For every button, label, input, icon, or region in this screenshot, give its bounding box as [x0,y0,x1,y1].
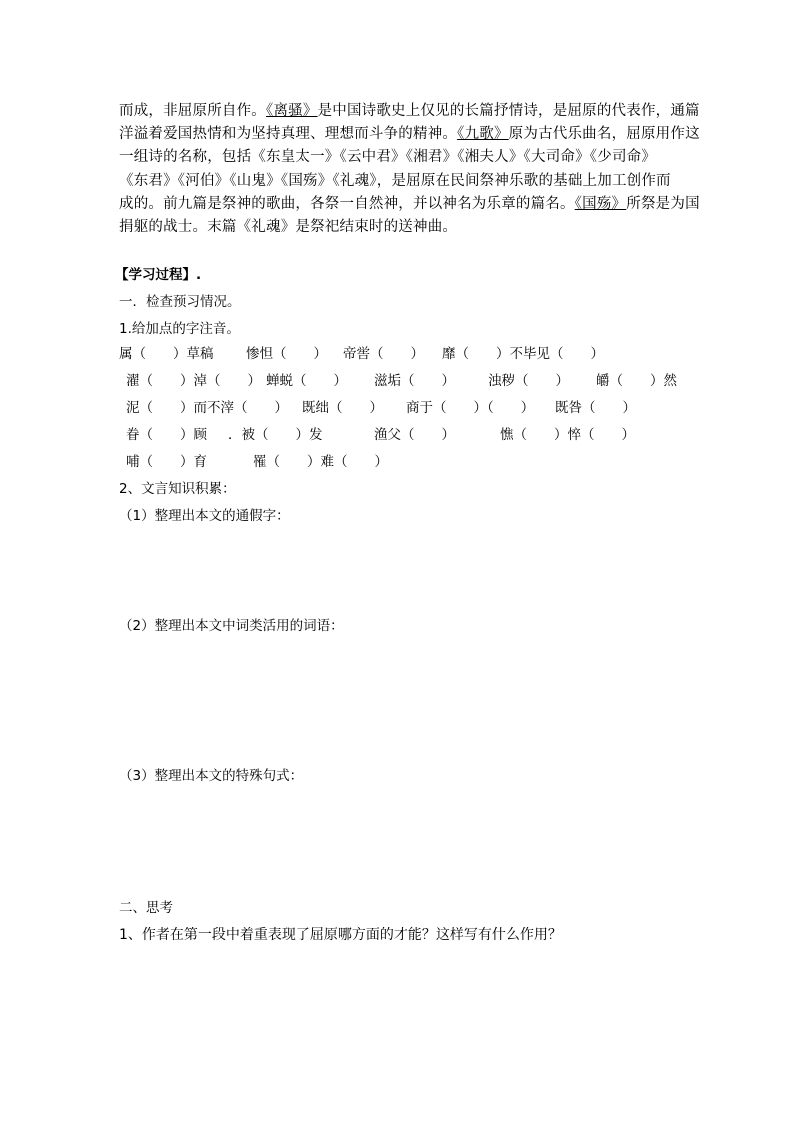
pinyin-item: 眷（ ）顾 [126,427,207,443]
pinyin-item: 哺（ ）育 [126,454,207,470]
intro-line: 洋溢着爱国热情和为坚持真理、理想而斗争的精神。《九歌》原为古代乐曲名，屈原用作这 [119,126,700,143]
pinyin-item: 浊秽（ ） [488,373,569,389]
intro-line: 而成，非屈原所自作。《离骚》是中国诗歌史上仅见的长篇抒情诗，是屈原的代表作，通篇 [119,103,700,119]
intro-line: 捐躯的战士。末篇《礼魂》是祭祀结束时的送神曲。 [119,218,458,235]
pinyin-item: 惨怛（ ） [246,346,327,362]
q2-item-teshujushi: （3）整理出本文的特殊句式： [119,768,304,784]
part2-title: 二、思考 [119,900,173,916]
pinyin-item: 帝喾（ ） [343,346,424,362]
title-jiuge: 《九歌》 [457,126,509,143]
title-lisao: 《离骚》 [266,103,318,119]
q2-item-tongjiazi: （1）整理出本文的通假字： [119,508,290,524]
intro-paragraph [119,100,700,239]
q2-item-cileihuoyong: （2）整理出本文中词类活用的词语： [119,618,344,634]
pinyin-item: 属（ ）草稿 [119,346,214,362]
intro-line: 成的。前九篇是祭神的歌曲，各祭一自然神，并以神名为乐章的篇名。《国殇》所祭是为国 [119,195,700,212]
pinyin-item: 滋垢（ ） [374,373,455,389]
intro-line: 一组诗的名称，包括《东皇太一》《云中君》《湘君》《湘夫人》《大司命》《少司命》 [119,149,657,166]
title-guoshang: 《国殇》 [574,195,627,212]
part1-title: 一．检查预习情况。 [119,294,241,310]
pinyin-item: 憔（ ）悴（ ） [500,427,635,443]
intro-line: 《东君》《河伯》《山鬼》《国殇》《礼魂》，是屈原在民间祭神乐歌的基础上加工创作而 [119,172,671,189]
q2-title: 2、文言知识积累： [119,481,236,497]
pinyin-item: 泥（ ）而不滓（ ） [126,400,288,416]
pinyin-item: 商于（ ）（ ） [406,400,535,416]
pinyin-item: 既绌（ ） [302,400,383,416]
section-header: 【学习过程】. [115,267,202,283]
pinyin-item: 蝉蜕（ ） [266,373,347,389]
pinyin-item: ．被（ ）发 [228,427,323,443]
pinyin-item: 既咎（ ） [555,400,636,416]
q1-title: 1.给加点的字注音。 [119,321,240,337]
pinyin-item: 皭（ ）然 [596,373,677,389]
pinyin-item: 濯（ ）淖（ ） [126,373,261,389]
pinyin-item: 靡（ ）不毕见（ ） [442,346,604,362]
pinyin-item: 渔父（ ） [374,427,455,443]
part2-question-1: 1、作者在第一段中着重表现了屈原哪方面的才能？这样写有什么作用？ [119,927,562,943]
pinyin-item: 罹（ ）难（ ） [253,454,388,470]
